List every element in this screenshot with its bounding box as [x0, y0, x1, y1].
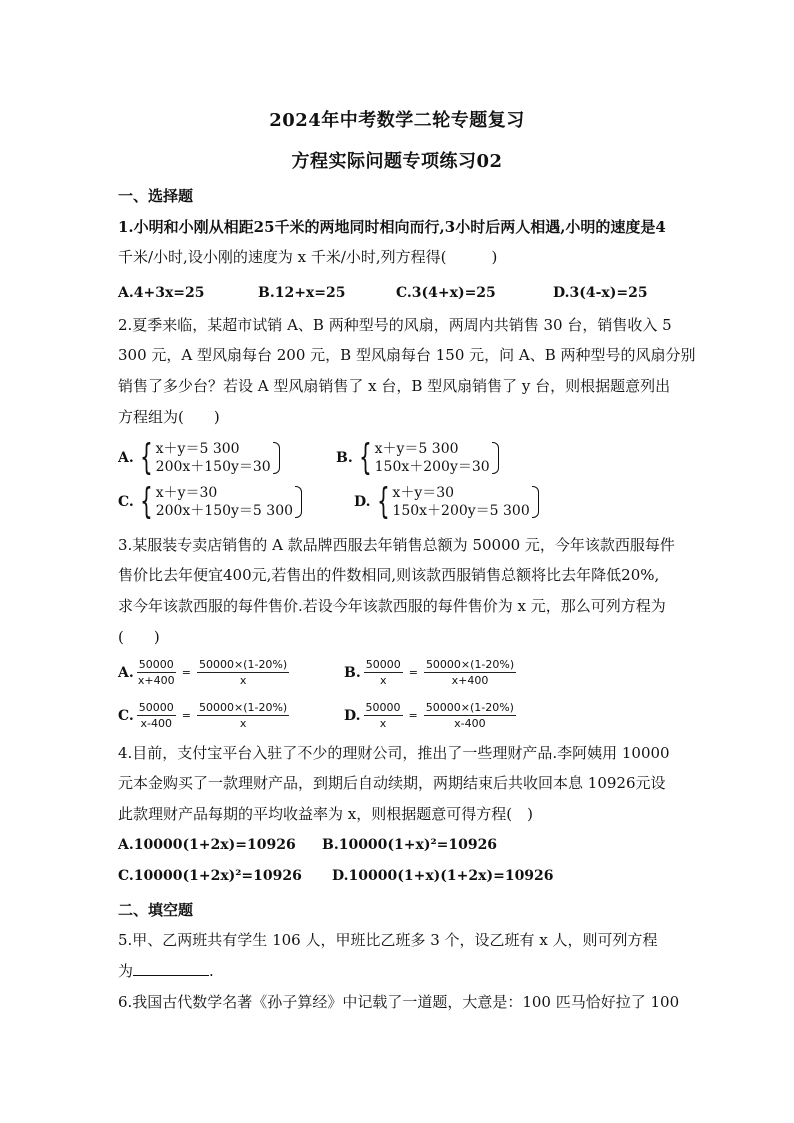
- q3-option-d-label: D.: [344, 707, 361, 724]
- fraction-denominator: x-400: [140, 717, 173, 730]
- q2-option-a: [118, 437, 280, 478]
- q2-option-c-eq1: x＋y＝30: [155, 485, 218, 501]
- q5-suffix: .: [209, 962, 214, 980]
- q4-option-d: D.10000(1+x)(1+2x)=10926: [332, 868, 554, 884]
- q3-option-d: [344, 701, 519, 730]
- q4-option-b: B.10000(1+x)²=10926: [322, 837, 498, 853]
- q3-option-c-right-fraction: [197, 701, 289, 730]
- fraction-denominator: x: [379, 717, 387, 730]
- fraction-denominator: x+400: [137, 674, 175, 687]
- q3-text-line1: 3.某服装专卖店销售的 A 款品牌西服去年销售总额为 50000 元，今年该款西服每件: [118, 536, 675, 554]
- q1-text-line2: 千米/小时,设小刚的速度为 x 千米/小时,列方程得( ): [118, 248, 498, 266]
- q1-option-b: B.12+x=25: [258, 285, 346, 301]
- right-bracket-icon: [273, 442, 280, 474]
- left-brace-icon: {: [139, 481, 153, 522]
- section-heading-fill: 二、填空题: [118, 901, 194, 919]
- fraction-numerator: 50000×(1-20%): [198, 658, 288, 671]
- left-brace-icon: {: [139, 437, 153, 478]
- q5-prefix: 为: [118, 962, 134, 980]
- q3-text-line3: 求今年该款西服的每件售价.若设今年该款西服的每件售价为 x 元，那么可列方程为: [118, 597, 666, 615]
- page-title: 2024年中考数学二轮专题复习: [269, 110, 525, 131]
- equals-sign: =: [181, 709, 191, 722]
- q6-text-line1: 6.我国古代数学名著《孙子算经》中记载了一道题，大意是：100 匹马恰好拉了 100: [118, 993, 680, 1011]
- q4-option-a: A.10000(1+2x)=10926: [118, 837, 296, 853]
- equals-sign: =: [408, 666, 418, 679]
- q3-option-b-label: B.: [344, 664, 361, 681]
- q1-option-c: C.3(4+x)=25: [396, 285, 496, 301]
- equals-sign: =: [408, 709, 418, 722]
- q4-option-c: C.10000(1+2x)²=10926: [118, 868, 302, 884]
- right-bracket-icon: [532, 486, 539, 518]
- q2-option-d-eq1: x＋y＝30: [392, 485, 455, 501]
- q2-option-a-eq1: x＋y＝5 300: [155, 441, 240, 457]
- q2-option-b-eq1: x＋y＝5 300: [374, 441, 459, 457]
- equals-sign: =: [181, 666, 191, 679]
- fraction-numerator: 50000: [138, 701, 174, 714]
- q3-option-a-label: A.: [118, 664, 134, 681]
- q2-option-a-label: A.: [118, 450, 134, 466]
- q2-option-b-label: B.: [336, 450, 353, 466]
- q3-option-c: [118, 701, 292, 730]
- q3-option-a-right-fraction: [197, 658, 289, 687]
- fraction-denominator: x: [239, 674, 247, 687]
- q3-text-line4: ( ): [118, 628, 160, 646]
- q2-text-line2: 300 元，A 型风扇每台 200 元，B 型风扇每台 150 元，问 A、B 两种型号的风扇分别: [118, 346, 696, 364]
- q2-option-d-label: D.: [354, 494, 371, 510]
- q2-option-c-eq2: 200x＋150y＝5 300: [155, 503, 294, 519]
- fraction-denominator: x-400: [454, 717, 486, 730]
- q2-text-line1: 2.夏季来临，某超市试销 A、B 两种型号的风扇，两周内共销售 30 台，销售收入 5: [118, 316, 672, 334]
- fraction-numerator: 50000: [365, 658, 401, 671]
- q1-option-a: A.4+3x=25: [118, 285, 205, 301]
- q4-text-line2: 元本金购买了一款理财产品，到期后自动续期，两期结束后共收回本息 10926元设: [118, 774, 666, 792]
- q5-text-line2: [118, 961, 698, 981]
- fraction-numerator: 50000×(1-20%): [425, 658, 515, 671]
- q2-option-b: [336, 437, 499, 478]
- q4-text-line1: 4.目前，支付宝平台入驻了不少的理财公司，推出了一些理财产品.李阿姨用 10000: [118, 744, 670, 762]
- q1-text-line1: 1.小明和小刚从相距25千米的两地同时相向而行,3小时后两人相遇,小明的速度是4: [118, 218, 666, 236]
- q2-option-d: [354, 481, 539, 522]
- fraction-numerator: 50000×(1-20%): [425, 701, 514, 714]
- q4-text-line3: 此款理财产品每期的平均收益率为 x，则根据题意可得方程( ): [118, 805, 533, 823]
- q2-option-c-label: C.: [118, 494, 134, 510]
- q3-text-line2: 售价比去年便宜400元,若售出的件数相同,则该款西服销售总额将比去年降低20%,: [118, 566, 660, 584]
- q3-option-a-left-fraction: [137, 658, 176, 687]
- fraction-denominator: x: [379, 674, 387, 687]
- fraction-numerator: 50000: [365, 701, 401, 714]
- q2-option-c: [118, 481, 302, 522]
- page-subtitle: 方程实际问题专项练习02: [291, 151, 503, 172]
- q3-option-c-left-fraction: [137, 701, 176, 730]
- q2-option-b-eq2: 150x＋200y＝30: [374, 459, 490, 475]
- left-brace-icon: {: [376, 481, 390, 522]
- right-bracket-icon: [295, 486, 302, 518]
- right-bracket-icon: [492, 442, 499, 474]
- fraction-denominator: x+400: [451, 674, 489, 687]
- fraction-numerator: 50000×(1-20%): [199, 701, 288, 714]
- q1-option-d: D.3(4-x)=25: [553, 285, 648, 301]
- section-heading-choice: 一、选择题: [118, 187, 194, 205]
- q5-text-line1: 5.甲、乙两班共有学生 106 人，甲班比乙班多 3 个，设乙班有 x 人，则可列方程: [118, 931, 658, 949]
- q3-option-c-label: C.: [118, 707, 134, 724]
- q5-answer-blank[interactable]: [133, 961, 209, 976]
- fraction-denominator: x: [239, 717, 247, 730]
- q3-option-a: [118, 658, 292, 687]
- q2-text-line4: 方程组为( ): [118, 408, 220, 426]
- q3-option-b-right-fraction: [424, 658, 516, 687]
- q2-text-line3: 销售了多少台？若设 A 型风扇销售了 x 台，B 型风扇销售了 y 台，则根据题意列出: [118, 377, 671, 395]
- q3-option-d-left-fraction: [364, 701, 403, 730]
- left-brace-icon: {: [358, 437, 372, 478]
- q3-option-b: [344, 658, 519, 687]
- q3-option-b-left-fraction: [364, 658, 403, 687]
- q2-option-a-eq2: 200x＋150y＝30: [155, 459, 271, 475]
- q2-option-d-eq2: 150x＋200y＝5 300: [392, 503, 530, 519]
- fraction-numerator: 50000: [138, 658, 174, 671]
- q3-option-d-right-fraction: [424, 701, 516, 730]
